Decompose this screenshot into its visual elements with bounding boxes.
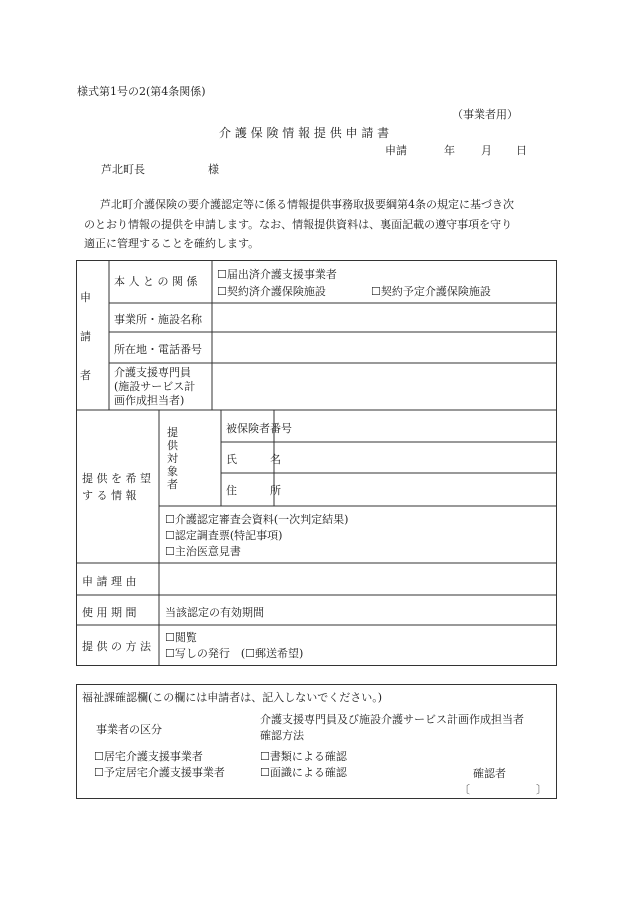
confirmation-method-options bbox=[260, 749, 347, 781]
relation-option-planned[interactable]: ☐契約予定介護保険施設 bbox=[371, 285, 491, 298]
day-label: 日 bbox=[516, 144, 527, 157]
page-title: 介 護 保 険 情 報 提 供 申 請 書 bbox=[219, 126, 390, 140]
month-label: 月 bbox=[481, 144, 492, 157]
confirm-option-documents[interactable]: ☐書類による確認 bbox=[260, 750, 347, 763]
confirmation-method-label: 介護支援専門員及び施設介護サービス計画作成担当者 確認方法 bbox=[260, 713, 524, 742]
method-option-view[interactable]: ☐閲覧 bbox=[165, 631, 197, 644]
insured-number-label: 被保険者番号 bbox=[226, 422, 292, 435]
office-name-label: 事業所・施設名称 bbox=[114, 313, 202, 326]
doc-option-survey-sheet[interactable]: ☐認定調査票(特記事項) bbox=[165, 529, 283, 542]
addressee-sama: 様 bbox=[208, 163, 219, 176]
doc-option-review-materials[interactable]: ☐介護認定審査会資料(一次判定結果) bbox=[165, 513, 349, 526]
applicant-side-label: 申 請 者 bbox=[80, 291, 91, 382]
intro-line-1: 芦北町介護保険の要介護認定等に係る情報提供事務取扱要綱第4条の規定に基づき次 bbox=[100, 198, 514, 211]
reason-label: 申 請 理 由 bbox=[82, 575, 137, 588]
confirm-option-acquaintance[interactable]: ☐面識による確認 bbox=[260, 766, 347, 779]
form-number: 様式第1号の2(第4条関係) bbox=[77, 85, 206, 98]
relation-label: 本 人 と の 関 係 bbox=[114, 275, 198, 288]
date-label: 申請 bbox=[385, 144, 407, 157]
document-options bbox=[165, 512, 348, 560]
relation-option-registered[interactable]: ☐届出済介護支援事業者 bbox=[217, 268, 337, 281]
usage-period-label: 使 用 期 間 bbox=[82, 606, 137, 619]
requested-info-label: 提 供 を 希 望 す る 情 報 bbox=[82, 472, 151, 502]
provision-method-label: 提 供 の 方 法 bbox=[82, 640, 151, 653]
method-option-copy[interactable]: ☐写しの発行 (☐郵送希望) bbox=[165, 647, 304, 660]
address-label: 住 所 bbox=[226, 484, 281, 497]
confirmer-bracket-close: 〕 bbox=[536, 783, 547, 796]
name-label: 氏 名 bbox=[226, 453, 281, 466]
category-option-home-care[interactable]: ☐居宅介護支援事業者 bbox=[94, 750, 203, 763]
welfare-title: 福祉課確認欄(この欄には申請者は、記入しないでください。) bbox=[82, 691, 383, 704]
addressee-mayor: 芦北町長 bbox=[101, 163, 145, 176]
confirmer-label: 確認者 bbox=[473, 767, 506, 780]
doc-option-doctor-opinion[interactable]: ☐主治医意見書 bbox=[165, 545, 241, 558]
address-phone-label: 所在地・電話番号 bbox=[114, 343, 202, 356]
relation-option-contracted[interactable]: ☐契約済介護保険施設 bbox=[217, 285, 326, 298]
for-whom-label: （事業者用） bbox=[452, 108, 518, 121]
target-person-label: 提 供 対 象 者 bbox=[167, 426, 178, 491]
confirmer-bracket-open: 〔 bbox=[459, 783, 470, 796]
provision-method-options bbox=[165, 630, 303, 662]
intro-line-3: 適正に管理することを確約します。 bbox=[84, 237, 260, 250]
business-category-label: 事業者の区分 bbox=[96, 723, 162, 736]
category-option-planned-home-care[interactable]: ☐予定居宅介護支援事業者 bbox=[94, 766, 225, 779]
care-manager-label: 介護支援専門員 (施設サービス計 画作成担当者) bbox=[114, 366, 196, 407]
intro-line-2: のとおり情報の提供を申請します。なお、情報提供資料は、裏面記載の遵守事項を守り bbox=[84, 218, 513, 231]
year-label: 年 bbox=[444, 144, 455, 157]
business-category-options bbox=[94, 749, 225, 781]
usage-period-value: 当該認定の有効期間 bbox=[165, 606, 264, 619]
